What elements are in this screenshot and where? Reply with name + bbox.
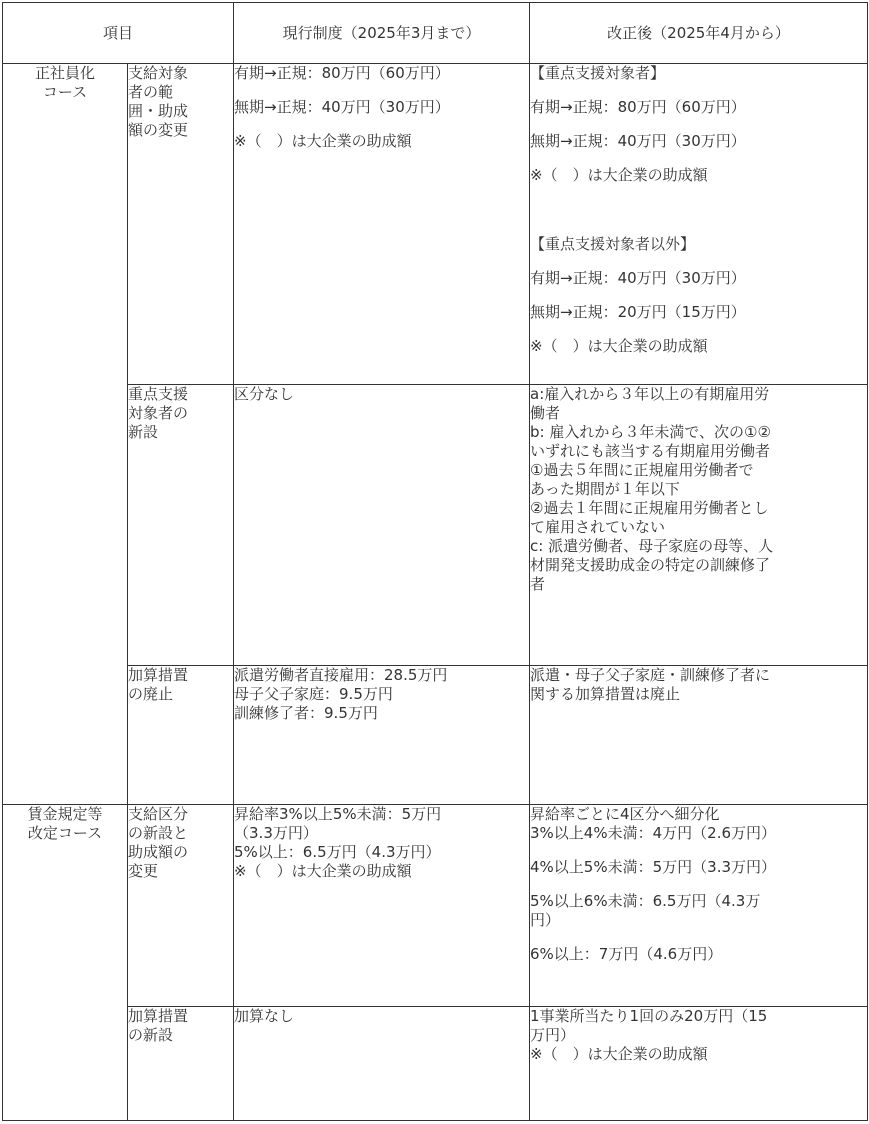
cell-text-line: 材開発支援助成金の特定の訓練修了 — [530, 556, 771, 574]
cell-text-line: いずれにも該当する有期雇用労働者 — [530, 442, 771, 460]
comparison-table — [2, 2, 868, 1121]
cell-text-line: 者 — [530, 575, 546, 593]
cell-text-line: 加算なし — [234, 1007, 295, 1025]
cell-text-line: 区分なし — [234, 385, 295, 403]
cell-text-line: 有期→正規：80万円（60万円） — [530, 98, 746, 116]
cell-text-line: 新設 — [128, 423, 159, 441]
cell-text-line: ※（ ）は大企業の助成額 — [234, 862, 412, 880]
cell-text-line: 3%以上4%未満：4万円（2.6万円） — [530, 824, 777, 842]
revised-cell — [530, 666, 868, 805]
revised-cell — [530, 385, 868, 666]
current-cell — [234, 385, 530, 666]
cell-text-line: 助成額の — [128, 843, 189, 861]
cell-text-line: （3.3万円） — [234, 824, 318, 842]
cell-text-line: コース — [42, 83, 88, 101]
sub-item-new-bonus — [128, 1007, 234, 1121]
cell-text-line: 囲・助成 — [128, 102, 189, 120]
table-row — [3, 64, 868, 385]
table-row — [3, 805, 868, 1007]
cell-text-line: b: 雇入れから３年未満で、次の①② — [530, 423, 771, 441]
cell-text-line: ②過去１年間に正規雇用労働者とし — [530, 499, 769, 517]
cell-text-line: 無期→正規：40万円（30万円） — [530, 132, 746, 150]
table-row — [3, 1007, 868, 1121]
current-cell — [234, 64, 530, 385]
current-cell — [234, 1007, 530, 1121]
cell-text-line: 者の範 — [128, 83, 174, 101]
cell-text-line: ※（ ）は大企業の助成額 — [234, 132, 412, 150]
cell-text-line: 変更 — [128, 862, 159, 880]
cell-text-line: 関する加算措置は廃止 — [530, 685, 681, 703]
revised-cell — [530, 64, 868, 385]
cell-text-line: 無期→正規：20万円（15万円） — [530, 303, 746, 321]
cell-text-line: の廃止 — [128, 685, 174, 703]
cell-text-line: 改定コース — [27, 824, 103, 842]
cell-text-line: 万円） — [530, 1026, 576, 1044]
cell-text-line: 支給区分 — [128, 805, 189, 823]
revised-cell — [530, 805, 868, 1007]
table-row — [3, 666, 868, 805]
cell-text-line: ①過去５年間に正規雇用労働者で — [530, 461, 754, 479]
cell-text-line: 5%以上6%未満：6.5万円（4.3万 — [530, 892, 761, 910]
cell-text-line: 母子父子家庭：9.5万円 — [234, 685, 393, 703]
cell-text-line: あった期間が１年以下 — [530, 480, 680, 498]
cell-text-line: の新設と — [128, 824, 189, 842]
cell-text-line: 【重点支援対象者】 — [530, 64, 666, 82]
cell-text-line: 円） — [530, 911, 561, 929]
cell-text-line: 重点支援 — [128, 385, 189, 403]
sub-item-scope-amount — [128, 64, 234, 385]
header-item: 項目 — [3, 3, 234, 64]
cell-text-line: 有期→正規：40万円（30万円） — [530, 269, 746, 287]
cell-text-line: ※（ ）は大企業の助成額 — [530, 1045, 708, 1063]
cell-text-line: 派遣労働者直接雇用：28.5万円 — [234, 666, 448, 684]
table-row — [3, 385, 868, 666]
current-cell — [234, 805, 530, 1007]
current-cell — [234, 666, 530, 805]
sub-item-new-category — [128, 805, 234, 1007]
cell-text-line: 加算措置 — [128, 666, 189, 684]
cell-text-line: 訓練修了者：9.5万円 — [234, 704, 378, 722]
cell-text-line: c: 派遣労働者、母子家庭の母等、人 — [530, 537, 774, 555]
cell-text-line: 昇給率3%以上5%未満：5万円 — [234, 805, 442, 823]
revised-cell — [530, 1007, 868, 1121]
cell-text-line: 4%以上5%未満：5万円（3.3万円） — [530, 858, 777, 876]
cell-text-line: 1事業所当たり1回のみ20万円（15 — [530, 1007, 768, 1025]
cell-text-line: 【重点支援対象者以外】 — [530, 235, 696, 253]
sub-item-priority-new — [128, 385, 234, 666]
group-label-regular-employee — [3, 64, 128, 805]
cell-text-line: 正社員化 — [34, 64, 95, 82]
cell-text-line: 働者 — [530, 404, 561, 422]
header-current: 現行制度（2025年3月まで） — [234, 3, 530, 64]
cell-text-line: 昇給率ごとに4区分へ細分化 — [530, 805, 720, 823]
sub-item-abolish-bonus — [128, 666, 234, 805]
cell-text-line: 有期→正規：80万円（60万円） — [234, 64, 450, 82]
cell-text-line: 対象者の — [128, 404, 189, 422]
cell-text-line: て雇用されていない — [530, 518, 666, 536]
header-revised: 改正後（2025年4月から） — [530, 3, 868, 64]
cell-text-line: a:雇入れから３年以上の有期雇用労 — [530, 385, 770, 403]
cell-text-line: 支給対象 — [128, 64, 189, 82]
cell-text-line: ※（ ）は大企業の助成額 — [530, 337, 708, 355]
cell-text-line: 6%以上：7万円（4.6万円） — [530, 945, 723, 963]
cell-text-line: ※（ ）は大企業の助成額 — [530, 166, 708, 184]
cell-text-line: の新設 — [128, 1026, 174, 1044]
group-label-wage-revision — [3, 805, 128, 1121]
cell-text-line: 賃金規定等 — [27, 805, 103, 823]
spacer — [530, 185, 867, 235]
cell-text-line: 額の変更 — [128, 121, 189, 139]
cell-text-line: 派遣・母子父子家庭・訓練修了者に — [530, 666, 771, 684]
cell-text-line: 加算措置 — [128, 1007, 189, 1025]
cell-text-line: 5%以上：6.5万円（4.3万円） — [234, 843, 441, 861]
header-row — [3, 3, 868, 64]
cell-text-line: 無期→正規：40万円（30万円） — [234, 98, 450, 116]
